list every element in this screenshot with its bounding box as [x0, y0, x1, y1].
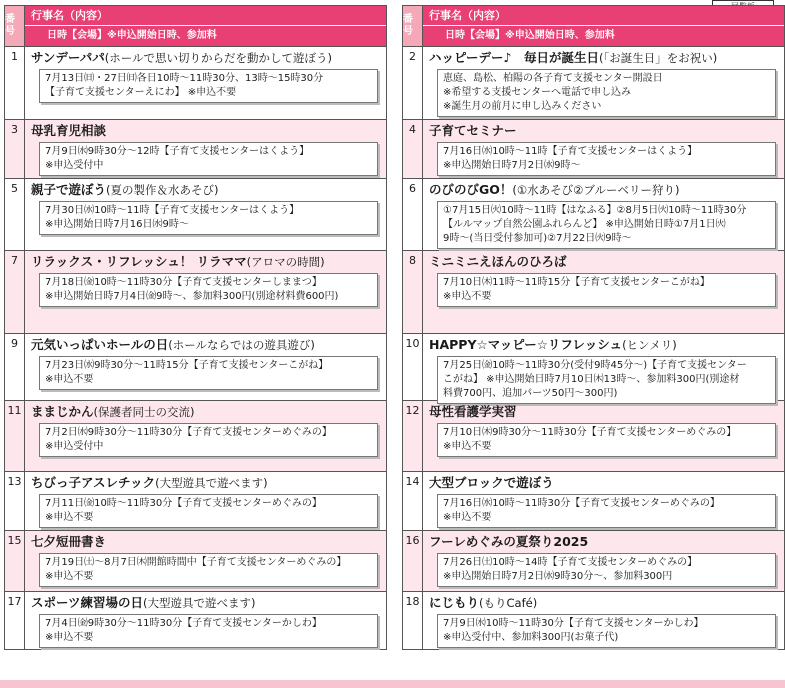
- event-detail: 7月9日㈬9時30分～12時【子育て支援センターはくよう】 ※申込受付中: [39, 142, 378, 176]
- event-title: [429, 49, 784, 67]
- event-number: 9: [5, 334, 25, 400]
- event-title-main: サンデーパパ: [31, 50, 105, 65]
- event-row: [403, 47, 784, 120]
- event-detail: 7月16日㈬10時～11時30分【子育て支援センターめぐみの】 ※申込不要: [437, 494, 776, 528]
- event-number: 1: [5, 47, 25, 119]
- event-detail: 恵庭、島松、柏陽の各子育て支援センター開設日 ※希望する支援センターへ電話で申し込み ※誕生月の前月に申し込みください: [437, 69, 776, 117]
- event-detail: 7月4日㈮9時30分～11時30分【子育て支援センターかしわ】 ※申込不要: [39, 614, 378, 648]
- event-detail: 7月16日㈬10時～11時【子育て支援センターはくよう】 ※申込開始日時7月2日㈬9時～: [437, 142, 776, 176]
- header-detail: 日時【会場】※申込開始日時、参加料: [423, 26, 784, 46]
- event-number: 14: [403, 472, 423, 530]
- event-detail: 7月30日㈬10時～11時【子育て支援センターはくよう】 ※申込開始日時7月16日㈬9時～: [39, 201, 378, 235]
- event-number: 7: [5, 251, 25, 333]
- event-title-sub: (大型遊具で遊べます): [155, 476, 268, 490]
- event-title: [429, 336, 784, 354]
- event-title: [429, 122, 784, 140]
- event-row: [403, 592, 784, 650]
- event-title-sub: (もりCafé): [479, 596, 538, 610]
- event-number: 5: [5, 179, 25, 250]
- event-title-main: 七夕短冊書き: [31, 534, 107, 549]
- event-detail: 7月11日㈮10時～11時30分【子育て支援センターめぐみの】 ※申込不要: [39, 494, 378, 528]
- event-detail: 7月13日㈰・27日㈰各日10時～11時30分、13時～15時30分 【子育て支援センターえにわ】 ※申込不要: [39, 69, 378, 103]
- event-number: 2: [403, 47, 423, 119]
- event-number: 16: [403, 531, 423, 591]
- event-title-sub: (夏の製作＆水あそび): [106, 183, 219, 197]
- event-row: [403, 179, 784, 251]
- event-title-main: にじもり: [429, 595, 480, 610]
- event-title-sub: (ホールならではの遊具遊び): [168, 338, 315, 352]
- event-title-main: リラックス・リフレッシュ！ リラママ: [31, 254, 247, 269]
- table-header: [5, 6, 386, 47]
- event-row: [5, 334, 386, 401]
- event-title-sub: (ヒンメリ): [622, 338, 677, 352]
- event-title: [31, 533, 386, 551]
- event-title-main: 元気いっぱいホールの日: [31, 337, 169, 352]
- event-title: [429, 594, 784, 612]
- header-number: 番号: [403, 6, 423, 46]
- event-title-main: ままじかん: [31, 404, 94, 419]
- event-title-main: 大型ブロックで遊ぼう: [429, 475, 554, 490]
- event-title-sub: (①水あそび②ブルーベリー狩り): [512, 183, 680, 197]
- header-detail: 日時【会場】※申込開始日時、参加料: [25, 26, 386, 46]
- event-title: [429, 181, 784, 199]
- event-title-main: スポーツ練習場の日: [31, 595, 144, 610]
- event-row: [5, 251, 386, 334]
- event-title: [429, 403, 784, 421]
- event-title: [429, 253, 784, 271]
- event-detail: 7月26日㈯10時～14時【子育て支援センターめぐみの】 ※申込開始日時7月2日㈬9時30分～、参加料300円: [437, 553, 776, 587]
- event-row: [5, 47, 386, 120]
- event-title-sub: (大型遊具で遊べます): [143, 596, 256, 610]
- event-title-main: ハッピーデー♪ 毎日が誕生日: [429, 50, 599, 65]
- header-number: 番号: [5, 6, 25, 46]
- event-title: [31, 336, 386, 354]
- event-title: [31, 181, 386, 199]
- event-detail: 7月25日㈮10時～11時30分(受付9時45分～)【子育て支援センター こがね】 ※申込開始日時7月10日㈭13時～、参加料300円(別途材 料費700円、追加パーツ50円～300円): [437, 356, 776, 404]
- event-title-main: のびのびGO！: [429, 182, 513, 197]
- event-title-main: HAPPY☆マッピー☆リフレッシュ: [429, 337, 623, 352]
- bottom-bar: [0, 680, 785, 688]
- event-title: [31, 594, 386, 612]
- event-row: [403, 334, 784, 401]
- event-title-main: 親子で遊ぼう: [31, 182, 107, 197]
- event-title: [429, 533, 784, 551]
- event-row: [5, 120, 386, 179]
- event-number: 10: [403, 334, 423, 400]
- event-row: [5, 592, 386, 650]
- event-title-main: 子育てセミナー: [429, 123, 517, 138]
- right-column: [402, 5, 785, 650]
- event-number: 11: [5, 401, 25, 471]
- event-title-main: ちびっ子アスレチック: [31, 475, 156, 490]
- left-column: [4, 5, 387, 650]
- event-title: [31, 122, 386, 140]
- event-row: [5, 531, 386, 592]
- event-detail: 7月2日㈬9時30分～11時30分【子育て支援センターめぐみの】 ※申込受付中: [39, 423, 378, 457]
- event-title-main: 母性看護学実習: [429, 404, 517, 419]
- event-number: 4: [403, 120, 423, 178]
- event-detail: ①7月15日㈫10時～11時【はなふる】②8月5日㈫10時～11時30分 【ルルマップ自然公園ふれらんど】 ※申込開始日時①7月1日㈫ 9時～(当日受付参加可)②7月22日㈫9時～: [437, 201, 776, 249]
- event-detail: 7月23日㈬9時30分～11時15分【子育て支援センターこがね】 ※申込不要: [39, 356, 378, 390]
- header-name: 行事名（内容）: [25, 6, 386, 26]
- event-number: 18: [403, 592, 423, 649]
- event-title: [31, 253, 386, 271]
- event-title: [31, 474, 386, 492]
- event-number: 13: [5, 472, 25, 530]
- event-row: [403, 472, 784, 531]
- event-number: 12: [403, 401, 423, 471]
- table-header: [403, 6, 784, 47]
- event-detail: 7月9日㈬10時～11時30分【子育て支援センターかしわ】 ※申込受付中、参加料300円(お菓子代): [437, 614, 776, 648]
- event-detail: 7月19日㈯～8月7日㈭開館時間中【子育て支援センターめぐみの】 ※申込不要: [39, 553, 378, 587]
- event-detail: 7月10日㈭11時～11時15分【子育て支援センターこがね】 ※申込不要: [437, 273, 776, 307]
- event-detail: 7月18日㈮10時～11時30分【子育て支援センターしままつ】 ※申込開始日時7月4日㈮9時～、参加料300円(別途材料費600円): [39, 273, 378, 307]
- header-name: 行事名（内容）: [423, 6, 784, 26]
- event-title-sub: (保護者同士の交流): [93, 405, 195, 419]
- event-number: 8: [403, 251, 423, 333]
- event-title: [31, 403, 386, 421]
- event-title-sub: (ホールで思い切りからだを動かして遊ぼう): [104, 51, 333, 65]
- event-row: [403, 531, 784, 592]
- event-row: [403, 401, 784, 472]
- event-number: 15: [5, 531, 25, 591]
- event-title-sub: (「お誕生日」をお祝い): [598, 51, 718, 65]
- event-row: [5, 472, 386, 531]
- event-row: [5, 401, 386, 472]
- event-title-main: フーレめぐみの夏祭り2025: [429, 534, 589, 549]
- event-row: [403, 251, 784, 334]
- event-number: 6: [403, 179, 423, 250]
- event-row: [403, 120, 784, 179]
- event-title-main: ミニミニえほんのひろば: [429, 254, 567, 269]
- event-number: 17: [5, 592, 25, 649]
- event-detail: 7月10日㈭9時30分～11時30分【子育て支援センターめぐみの】 ※申込不要: [437, 423, 776, 457]
- event-title: [31, 49, 386, 67]
- event-row: [5, 179, 386, 251]
- event-title-main: 母乳育児相談: [31, 123, 107, 138]
- event-title-sub: (アロマの時間): [246, 255, 325, 269]
- event-number: 3: [5, 120, 25, 178]
- event-title: [429, 474, 784, 492]
